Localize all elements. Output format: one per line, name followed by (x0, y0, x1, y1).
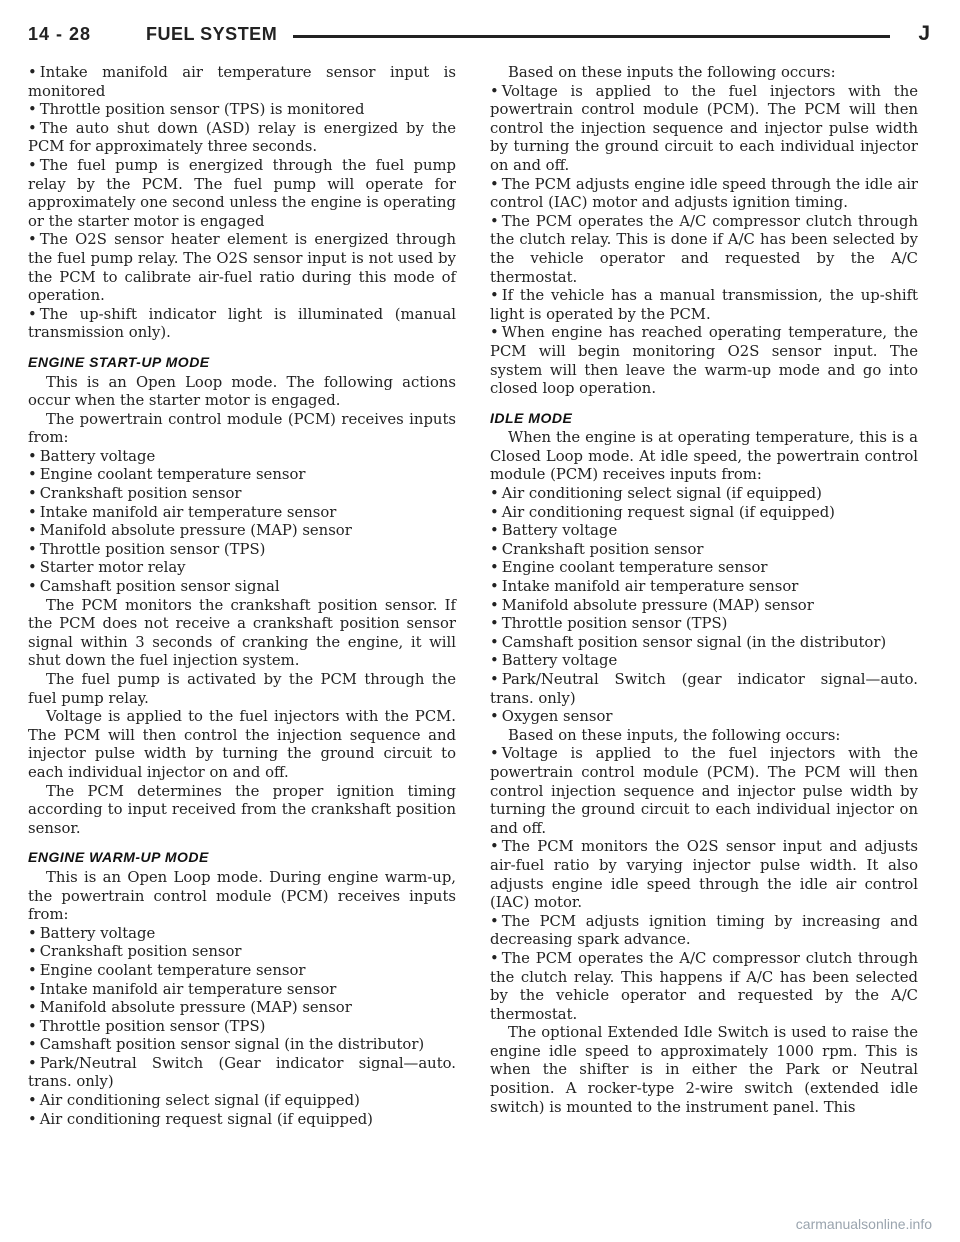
bullet-item: • Park/Neutral Switch (gear indicator signal—auto. trans. only) (490, 671, 918, 708)
bullet-item: • Engine coolant temperature sensor (490, 559, 918, 578)
bullet-item: • Throttle position sensor (TPS) (28, 541, 456, 560)
paragraph: The fuel pump is activated by the PCM through the fuel pump relay. (28, 671, 456, 707)
bullet-item: • Air conditioning select signal (if equipped) (28, 1092, 456, 1111)
bullet-item: • Air conditioning select signal (if equipped) (490, 485, 918, 504)
bullet-item: • The PCM operates the A/C compressor clutch through the clutch relay. This happens if A/C has been selected by the vehicle operator and requested by the A/C thermostat. (490, 950, 918, 1024)
paragraph: The powertrain control module (PCM) receives inputs from: (28, 410, 456, 447)
bullet-item: • Throttle position sensor (TPS) (28, 1018, 456, 1037)
bullet-item: • The PCM adjusts ignition timing by increasing and decreasing spark advance. (490, 913, 918, 950)
paragraph: The PCM monitors the crankshaft position sensor. If the PCM does not receive a crankshaft position sensor signal within 3 seconds of cranking the engine, it will shut down the fuel injection system. (28, 596, 456, 670)
paragraph: Based on these inputs the following occurs: (508, 64, 836, 81)
watermark: carmanualsonline.info (795, 1216, 932, 1232)
section-heading: ENGINE START-UP MODE (28, 353, 210, 370)
paragraph: The optional Extended Idle Switch is used to raise the engine idle speed to approximately 1000 rpm. This is when the shifter is in either the Park or Neutral position. A rocker-type 2-wire switch (extended idle switch) is mounted to the instrument panel. This (490, 1024, 918, 1116)
bullet-item: • Voltage is applied to the fuel injectors with the powertrain control module (PCM). The PCM will then control injection sequence and injector pulse width by turning the ground circuit to each individual injector on and off. (490, 745, 918, 838)
bullet-item: • Crankshaft position sensor (490, 541, 918, 560)
bullet-item: • Intake manifold air temperature sensor (28, 504, 456, 523)
page-header (28, 18, 932, 58)
bullet-item: • Manifold absolute pressure (MAP) sensor (490, 597, 918, 616)
bullet-item: • Camshaft position sensor signal (28, 578, 456, 597)
bullet-item: • Starter motor relay (28, 559, 456, 578)
paragraph: Voltage is applied to the fuel injectors with the PCM. The PCM will then control the injection sequence and injector pulse width by turning the ground circuit to each individual injector on and off. (28, 708, 456, 781)
bullet-item: • Intake manifold air temperature sensor (490, 578, 918, 597)
bullet-item: • The O2S sensor heater element is energized through the fuel pump relay. The O2S sensor input is not used by the PCM to calibrate air-fuel ratio during this mode of operation. (28, 231, 456, 305)
bullet-item: • Air conditioning request signal (if equipped) (28, 1111, 456, 1130)
right-column (490, 64, 918, 1117)
paragraph: The PCM determines the proper ignition timing according to input received from the crankshaft position sensor. (28, 782, 456, 837)
paragraph: This is an Open Loop mode. During engine warm-up, the powertrain control module (PCM) receives inputs from: (28, 868, 456, 924)
bullet-item: • Intake manifold air temperature sensor (28, 981, 456, 1000)
bullet-item: • Throttle position sensor (TPS) (490, 615, 918, 634)
bullet-item: • If the vehicle has a manual transmission, the up-shift light is operated by the PCM. (490, 287, 918, 324)
page-number: 14 - 28 (28, 24, 92, 44)
bullet-item: • Battery voltage (28, 925, 456, 944)
bullet-item: • When engine has reached operating temperature, the PCM will begin monitoring O2S sensor input. The system will then leave the warm-up mode and go into closed loop operation. (490, 324, 918, 398)
bullet-item: • Crankshaft position sensor (28, 485, 456, 504)
paragraph: When the engine is at operating temperature, this is a Closed Loop mode. At idle speed, the powertrain control module (PCM) receives inputs from: (490, 429, 918, 484)
bullet-item: • Battery voltage (490, 652, 918, 671)
bullet-item: • Oxygen sensor (490, 708, 918, 727)
left-column (28, 64, 456, 1129)
bullet-item: • Battery voltage (28, 448, 456, 467)
bullet-item: • The PCM monitors the O2S sensor input and adjusts air-fuel ratio by varying injector pulse width. It also adjusts engine idle speed through the idle air control (IAC) motor. (490, 838, 918, 912)
bullet-item: • Camshaft position sensor signal (in the distributor) (28, 1036, 456, 1055)
bullet-item: • Manifold absolute pressure (MAP) sensor (28, 522, 456, 541)
bullet-item: • The fuel pump is energized through the fuel pump relay by the PCM. The fuel pump will operate for approximately one second unless the engine is operating or the starter motor is engaged (28, 157, 456, 231)
bullet-item: • Park/Neutral Switch (Gear indicator signal—auto. trans. only) (28, 1055, 456, 1092)
bullet-item: • Camshaft position sensor signal (in the distributor) (490, 634, 918, 653)
bullet-item: • The auto shut down (ASD) relay is energized by the PCM for approximately three seconds. (28, 120, 456, 157)
paragraph: Based on these inputs, the following occurs: (508, 726, 841, 744)
bullet-item: • Air conditioning request signal (if equipped) (490, 504, 918, 523)
section-heading: IDLE MODE (490, 409, 573, 426)
bullet-item: • Throttle position sensor (TPS) is monitored (28, 101, 456, 120)
section-title: FUEL SYSTEM (146, 24, 278, 44)
bullet-item: • Battery voltage (490, 522, 918, 541)
bullet-item: • Intake manifold air temperature sensor input is monitored (28, 64, 456, 101)
bullet-item: • The PCM operates the A/C compressor clutch through the clutch relay. This is done if A/C has been selected by the vehicle operator and requested by the A/C thermostat. (490, 213, 918, 287)
section-heading: ENGINE WARM-UP MODE (28, 849, 209, 866)
bullet-item: • Manifold absolute pressure (MAP) sensor (28, 999, 456, 1018)
bullet-item: • The PCM adjusts engine idle speed through the idle air control (IAC) motor and adjusts ignition timing. (490, 176, 918, 213)
header-rule (293, 35, 890, 38)
paragraph: This is an Open Loop mode. The following actions occur when the starter motor is engaged. (28, 373, 456, 410)
bullet-item: • The up-shift indicator light is illuminated (manual transmission only). (28, 306, 456, 343)
bullet-item: • Crankshaft position sensor (28, 943, 456, 962)
bullet-item: • Voltage is applied to the fuel injectors with the powertrain control module (PCM). The PCM will then control the injection sequence and injector pulse width by turning the ground circuit to each individual injector on and off. (490, 83, 918, 176)
bullet-item: • Engine coolant temperature sensor (28, 962, 456, 981)
bullet-item: • Engine coolant temperature sensor (28, 466, 456, 485)
section-marker: J (918, 22, 930, 45)
